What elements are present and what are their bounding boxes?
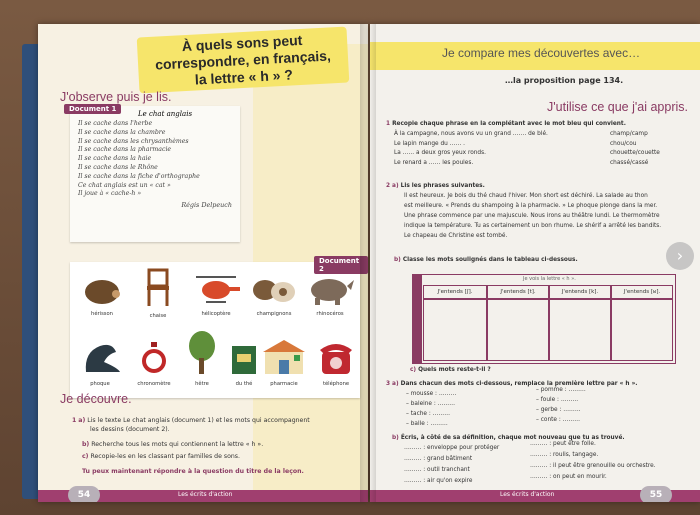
instruction-1a: 1 a) Lis le texte Le chat anglais (document 1) et les mots qui accompagnent (72, 417, 310, 424)
document-2-pictures (70, 262, 360, 398)
telephone-icon (316, 338, 356, 376)
poem-line: Il se cache dans la pharmacie (78, 146, 172, 154)
definition-blank: ……… : air qu'on expire (404, 478, 473, 484)
poem-line: Il joue à « cache-h » (78, 190, 142, 198)
poem-line: Il se cache dans le Rhône (78, 163, 158, 171)
pharmacy-icon (259, 338, 309, 376)
picture-chaise: chaise (130, 268, 186, 319)
exercise-2-title: 2 a) Lis les phrases suivantes. (386, 183, 485, 189)
instruction-1a-cont: les dessins (document 2). (90, 426, 170, 433)
poem-author: Régis Delpeuch (181, 201, 232, 210)
compare-banner (370, 42, 700, 70)
right-page (370, 24, 700, 502)
definition-blank: ……… : grand bâtiment (404, 456, 473, 462)
poem-line: Il se cache dans les chrysanthèmes (78, 137, 189, 145)
right-footer-bar (370, 490, 700, 502)
tea-box-icon (229, 342, 259, 376)
document-1-tag: Document 1 (64, 104, 121, 114)
exercise-3-word: – baleine : ……… (406, 401, 456, 407)
table-cell-2 (487, 299, 549, 361)
book-spine (360, 24, 376, 502)
discover-heading: Je découvre. (60, 392, 132, 406)
exercise-2-line: Le chapeau de Christine est tombé. (404, 233, 508, 239)
exercise-1-sentence: À la campagne, nous avons vu un grand ……. de blé. (394, 131, 548, 137)
footer-left-text: Les écrits d'action (178, 491, 233, 498)
picture-champignons: champignons (246, 276, 302, 317)
exercise-1-sentence: La …… a deux gros yeux ronds. (394, 150, 486, 156)
definition-blank: ……… : outil tranchant (404, 467, 470, 473)
exercise-3-word: – pomme : ……… (536, 387, 586, 393)
exercise-2-line: est meilleure. « Prends du shampoing à la pharmacie. » Le phoque plonge dans la mer. (404, 203, 658, 209)
compare-heading: Je compare mes découvertes avec… (442, 46, 641, 60)
exercise-3-word: – mousse : ……… (406, 391, 457, 397)
definition-blank: ……… : on peut en mourir. (530, 474, 607, 480)
proposition-reference: …la proposition page 134. (505, 76, 624, 85)
exercise-3-title: 3 a) Dans chacun des mots ci-dessous, remplace la première lettre par « h ». (386, 381, 638, 387)
exercise-2-line: Une phrase commence par une majuscule. Nous irons au théâtre lundi. Le thermomètre (404, 213, 660, 219)
exercise-1-options: chou/cou (610, 140, 637, 147)
exercise-3-word: – gerbe : ……… (536, 407, 581, 413)
table-header-1: J'entends [ʃ]. (423, 285, 487, 299)
exercise-1-options: champ/camp (610, 131, 648, 137)
footer-right-text: Les écrits d'action (500, 491, 555, 498)
definition-blank: ……… : il peut être grenouille ou orchestre. (530, 463, 656, 469)
picture-phoque: phoque (72, 338, 128, 387)
stopwatch-icon (139, 342, 169, 376)
table-cell-4 (611, 299, 673, 361)
picture-helicoptere: hélicoptère (188, 272, 244, 317)
table-caption: Je vois la lettre « h ». (523, 276, 576, 282)
exercise-3-word: – foule : ……… (536, 397, 579, 403)
definition-blank: ……… : peut être folle. (530, 441, 596, 447)
tree-icon (185, 330, 219, 376)
picture-telephone: téléphone (308, 338, 364, 387)
poem-title: Le chat anglais (137, 110, 193, 118)
page-number-left: 54 (68, 486, 100, 502)
rhinoceros-icon (305, 272, 355, 306)
document-1-poem (70, 106, 240, 242)
exercise-3-word: – tache : ……… (406, 411, 451, 417)
exercise-2-line: Il est heureux. Je bois du thé chaud l'hiver. Mon short est déchiré. La salade au thon (404, 193, 648, 199)
table-cell-1 (423, 299, 487, 361)
definition-blank: ……… : enveloppe pour protéger (404, 445, 500, 451)
left-page (38, 24, 368, 502)
exercise-1-options: chouette/couette (610, 150, 660, 156)
classification-table (412, 274, 676, 364)
lesson-title: À quels sons peut correspondre, en français, la lettre « h » ? (154, 31, 332, 88)
instruction-conclusion: Tu peux maintenant répondre à la question du titre de la leçon. (82, 468, 304, 475)
exercise-2b: b) Classe les mots soulignés dans le tableau ci-dessous. (394, 257, 578, 263)
instruction-1b: b) Recherche tous les mots qui contiennent la lettre « h ». (82, 441, 264, 448)
exercise-1-options: chassé/cassé (610, 159, 649, 166)
table-header-4: J'entends [ʁ]. (611, 285, 673, 299)
helicopter-icon (192, 272, 240, 306)
chair-icon (143, 268, 173, 308)
open-textbook (10, 14, 700, 504)
exercise-1-sentence: Le renard a …… les poules. (394, 159, 474, 166)
table-side-strip (412, 275, 422, 363)
table-header-2: J'entends [t]. (487, 285, 549, 299)
page-number-right: 55 (640, 486, 672, 502)
exercise-2c: c) Quels mots reste-t-il ? (410, 367, 491, 373)
left-footer-bar (38, 490, 368, 502)
poem-line: Il se cache dans la fiche d'orthographe (78, 172, 200, 180)
next-image-button[interactable] (666, 242, 694, 270)
exercise-2-line: indique la température. Tu as certainement un bon rhume. Le shérif a arrêté les bandits. (404, 223, 662, 229)
picture-rhinoceros: rhinocéros (302, 272, 358, 317)
lesson-title-box (137, 27, 350, 94)
table-header-3: J'entends [k]. (549, 285, 611, 299)
picture-hetre: hêtre (174, 330, 230, 387)
document-2-tag: Document 2 (314, 256, 368, 274)
picture-du-the: du thé (216, 342, 272, 387)
seal-icon (78, 338, 122, 376)
chevron-right-icon: › (676, 246, 684, 265)
mushrooms-icon (251, 276, 297, 306)
observe-heading: J'observe puis je lis. (60, 90, 172, 104)
poem-line: Il se cache dans la haie (78, 155, 152, 163)
definition-blank: ……… : roulis, tangage. (530, 452, 599, 458)
exercise-3-word: – conte : ……… (536, 417, 581, 423)
exercise-3-word: – balle : ……… (406, 421, 448, 427)
poem-lines (78, 120, 232, 199)
poem-line: Il se cache dans l'herbe (78, 120, 153, 127)
exercise-1-title: 1 Recopie chaque phrase en la complétant avec le mot bleu qui convient. (386, 121, 626, 127)
picture-herisson: hérisson (74, 272, 130, 317)
picture-pharmacie: pharmacie (256, 338, 312, 387)
table-cell-3 (549, 299, 611, 361)
instruction-1c: c) Recopie-les en les classant par familles de sons. (82, 453, 240, 460)
exercise-1-sentence: Le lapin mange du …… . (394, 140, 465, 147)
poem-line: Ce chat anglais est un « cat » (78, 181, 171, 189)
poem-line: Il se cache dans la chambre (78, 128, 166, 136)
exercise-3b-title: b) Écris, à côté de sa définition, chaque mot nouveau que tu as trouvé. (392, 435, 625, 441)
picture-chronometre: chronomètre (126, 342, 182, 387)
apply-heading: J'utilise ce que j'ai appris. (547, 100, 688, 114)
hedgehog-icon (82, 272, 122, 306)
